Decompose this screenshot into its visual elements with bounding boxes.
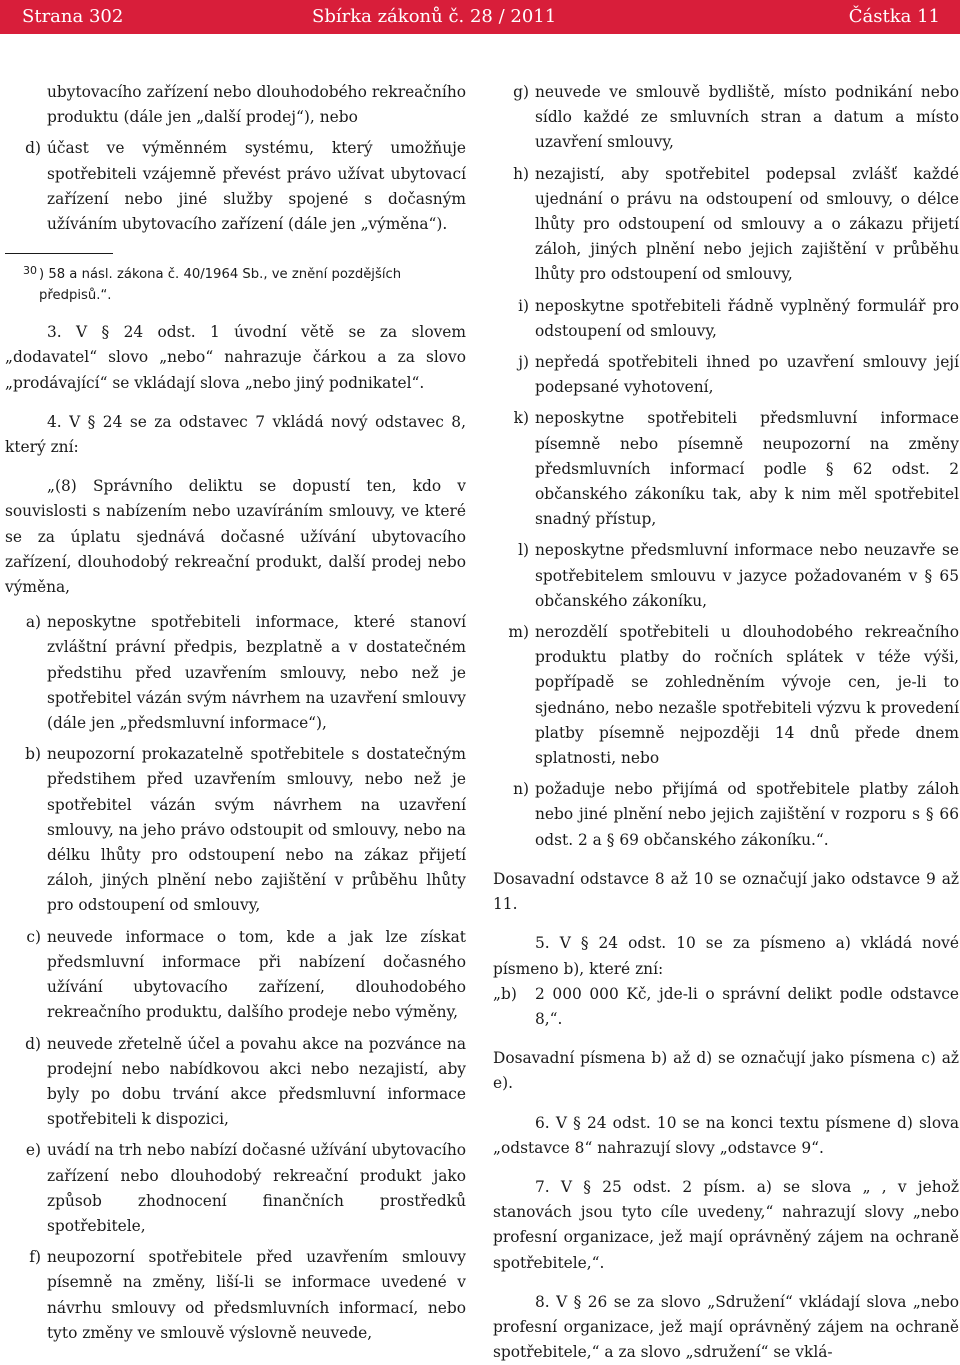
item-text: nepředá spotřebiteli ihned po uzavření smlouvy její podepsané vyhotovení,	[535, 353, 959, 397]
item-text: neuvede ve smlouvě bydliště, místo podnikání nebo sídlo každé ze smluvních stran a datum a místo uzavření smlouvy,	[535, 83, 959, 152]
item-text: 2 000 000 Kč, jde-li o správní delikt podle odstavce 8,“.	[535, 984, 959, 1028]
item-label: b)	[25, 745, 41, 764]
list-item-c	[5, 925, 466, 1026]
item-text: neposkytne spotřebiteli řádně vyplněný formulář pro odstoupení od smlouvy,	[535, 296, 959, 340]
list-item	[5, 136, 466, 237]
footnote-number: 30	[23, 264, 37, 278]
list-item-h	[493, 162, 959, 288]
part-number: Částka 11	[848, 6, 940, 27]
footnote-text: ) 58 a násl. zákona č. 40/1964 Sb., ve znění pozdějších předpisů.“.	[39, 267, 402, 304]
paragraph-3: 3. V § 24 odst. 1 úvodní větě se za slovem „dodavatel“ slovo „nebo“ nahrazuje čárkou a za slovo „prodávající“ se vkládají slova „nebo jiný podnikatel“.	[5, 323, 466, 392]
item-label: „b)	[493, 984, 517, 1003]
paragraph-renumber-1: Dosavadní odstavce 8 až 10 se označují jako odstavce 9 až 11.	[493, 869, 959, 914]
item-text: neupozorní prokazatelně spotřebitele s dostatečným předstihem před uzavřením smlouvy, nebo než je spotřebitel vázán svým návrhem na uzavření smlouvy, na jeho právo odstoupit od smlouvy, nebo na délku lhůty pro odstoupení nebo na zákaz přijetí záloh, jiných plnění nebo zajištění v průběhu lhůty pro odstoupení od smlouvy,	[47, 745, 466, 915]
paragraph-4: 4. V § 24 se za odstavec 7 vkládá nový odstavec 8, který zní:	[5, 412, 466, 457]
list-item-f	[5, 1245, 466, 1346]
item-label: h)	[513, 164, 529, 183]
right-item-list	[493, 80, 959, 853]
right-column	[493, 80, 959, 1365]
item-label: n)	[513, 780, 529, 799]
item-text: nezajistí, aby spotřebitel podepsal zvlášť každé ujednání o právu na odstoupení od smlouvy, o délce lhůty pro odstoupení od smlouvy a o zákazu přijetí záloh, jiných plnění nebo jejich zajištění v průběhu lhůty pro odstoupení od smlouvy,	[535, 164, 959, 284]
paragraph-6: 6. V § 24 odst. 10 se na konci textu písmene d) slova „odstavce 8“ nahrazují slovy „odstavce 9“.	[493, 1113, 959, 1157]
paragraph-5: 5. V § 24 odst. 10 se za písmeno a) vkládá nové písmeno b), které zní:	[493, 934, 959, 978]
list-item-e	[5, 1138, 466, 1239]
list-item-k	[493, 406, 959, 532]
paragraph-7: 7. V § 25 odst. 2 písm. a) se slova „ , v jehož stanovách jsou tyto cíle uvedeny,“ nahrazují slovy „nebo profesní organizace, jež mají oprávněný zájem na ochraně spotřebitele,“.	[493, 1177, 959, 1272]
item-text: uvádí na trh nebo nabízí dočasné užívání ubytovacího zařízení nebo dlouhodobý rekreační produkt jako způsob zhodnocení finančních prostředků spotřebitele,	[47, 1141, 466, 1235]
inserted-letter-b	[493, 982, 959, 1032]
item-label: m)	[508, 623, 529, 642]
collection-title: Sbírka zákonů č. 28 / 2011	[312, 6, 557, 27]
left-column	[5, 80, 466, 1346]
item-label: d)	[25, 139, 41, 158]
list-item-n	[493, 777, 959, 853]
list-item-d	[5, 1032, 466, 1133]
item-label: e)	[25, 1141, 41, 1160]
list-item-b	[5, 742, 466, 918]
item-text: účast ve výměnném systému, který umožňuje spotřebiteli vzájemně převést právo užívat ubytovací zařízení nebo jiné služby spojené s dočasným užíváním ubytovacího zařízení (dále jen „výměna“).	[47, 139, 466, 234]
page-header	[0, 0, 960, 34]
left-item-list	[5, 610, 466, 1346]
footnote-divider	[5, 253, 113, 254]
list-item-l	[493, 538, 959, 614]
list-item-a	[5, 610, 466, 736]
item-text: požaduje nebo přijímá od spotřebitele platby záloh nebo jiné plnění nebo jejich zajištění v rozporu s § 66 odst. 2 a § 69 občanského zákoníku.“.	[535, 780, 959, 849]
item-label: j)	[518, 353, 529, 372]
item-label: l)	[518, 541, 529, 560]
item-label: g)	[513, 83, 529, 101]
list-item-j	[493, 350, 959, 400]
item-text: neposkytne spotřebiteli předsmluvní informace písemně nebo písemně neupozorní na změny předsmluvních informací podle § 62 odst. 2 občanského zákoníku tak, aby k nim měl spotřebitel snadný přístup,	[535, 409, 959, 529]
item-text: neuvede zřetelně účel a povahu akce na pozvánce na prodejní nebo nabídkovou akci nebo nezajistí, aby byly po dobu trvání akce předsmluvní informace spotřebiteli k dispozici,	[47, 1034, 466, 1129]
list-item-i	[493, 294, 959, 344]
item-label: f)	[29, 1248, 41, 1267]
item-label: d)	[25, 1034, 41, 1053]
list-item-m	[493, 620, 959, 771]
item-text: neuvede informace o tom, kde a jak lze získat předsmluvní informace při nabízení dočasného užívání ubytovacího zařízení, dlouhodobého rekreačního produktu, dalšího prodeje nebo výměny,	[47, 927, 466, 1022]
item-label: i)	[518, 296, 529, 315]
footnote	[5, 264, 466, 306]
item-text: neposkytne předsmluvní informace nebo neuzavře se spotřebitelem smlouvu v jazyce požadovaném v § 65 občanského zákoníku,	[535, 541, 959, 610]
list-item-g	[493, 80, 959, 156]
item-text: neupozorní spotřebitele před uzavřením smlouvy písemně na změny, liší-li se informace uvedené v návrhu smlouvy od předsmluvních informací, nebo tyto změny ve smlouvě výslovně neuvede,	[47, 1248, 466, 1342]
item-text: nerozdělí spotřebiteli u dlouhodobého rekreačního produktu platby do ročních splátek v téže výši, popřípadě se zohledněním vývoje cen, je-li to sjednáno, nebo nezašle spotřebiteli výzvu k provedení platby písemně nejpozději 14 dnů přede dnem splatnosti, nebo	[535, 623, 959, 768]
item-text: neposkytne spotřebiteli informace, které stanoví zvláštní právní předpis, bezplatně a v dostatečném předstihu před uzavřením smlouvy, nebo než je spotřebitel vázán svým návrhem na uzavření smlouvy (dále jen „předsmluvní informace“),	[47, 613, 466, 733]
paragraph-8: 8. V § 26 se za slovo „Sdružení“ vkládají slova „nebo profesní organizace, jež mají oprávněný zájem na ochraně spotřebitele,“ a za slovo „sdružení“ se vklá-	[493, 1292, 959, 1362]
item-label: k)	[513, 409, 529, 428]
paragraph-renumber-2: Dosavadní písmena b) až d) se označují jako písmena c) až e).	[493, 1049, 959, 1093]
page-number: Strana 302	[22, 6, 124, 27]
item-label: a)	[25, 613, 41, 632]
item-c-continuation: ubytovacího zařízení nebo dlouhodobého rekreačního produktu (dále jen „další prodej“), nebo	[47, 83, 466, 127]
item-label: c)	[26, 927, 41, 946]
paragraph-8-intro: „(8) Správního deliktu se dopustí ten, kdo v souvislosti s nabízením nebo uzavíráním smlouvy, ve které se za úplatu sjednává dočasné užívání ubytovacího zařízení, dlouhodobý rekreační produkt, další prodej nebo výměna,	[5, 477, 466, 597]
